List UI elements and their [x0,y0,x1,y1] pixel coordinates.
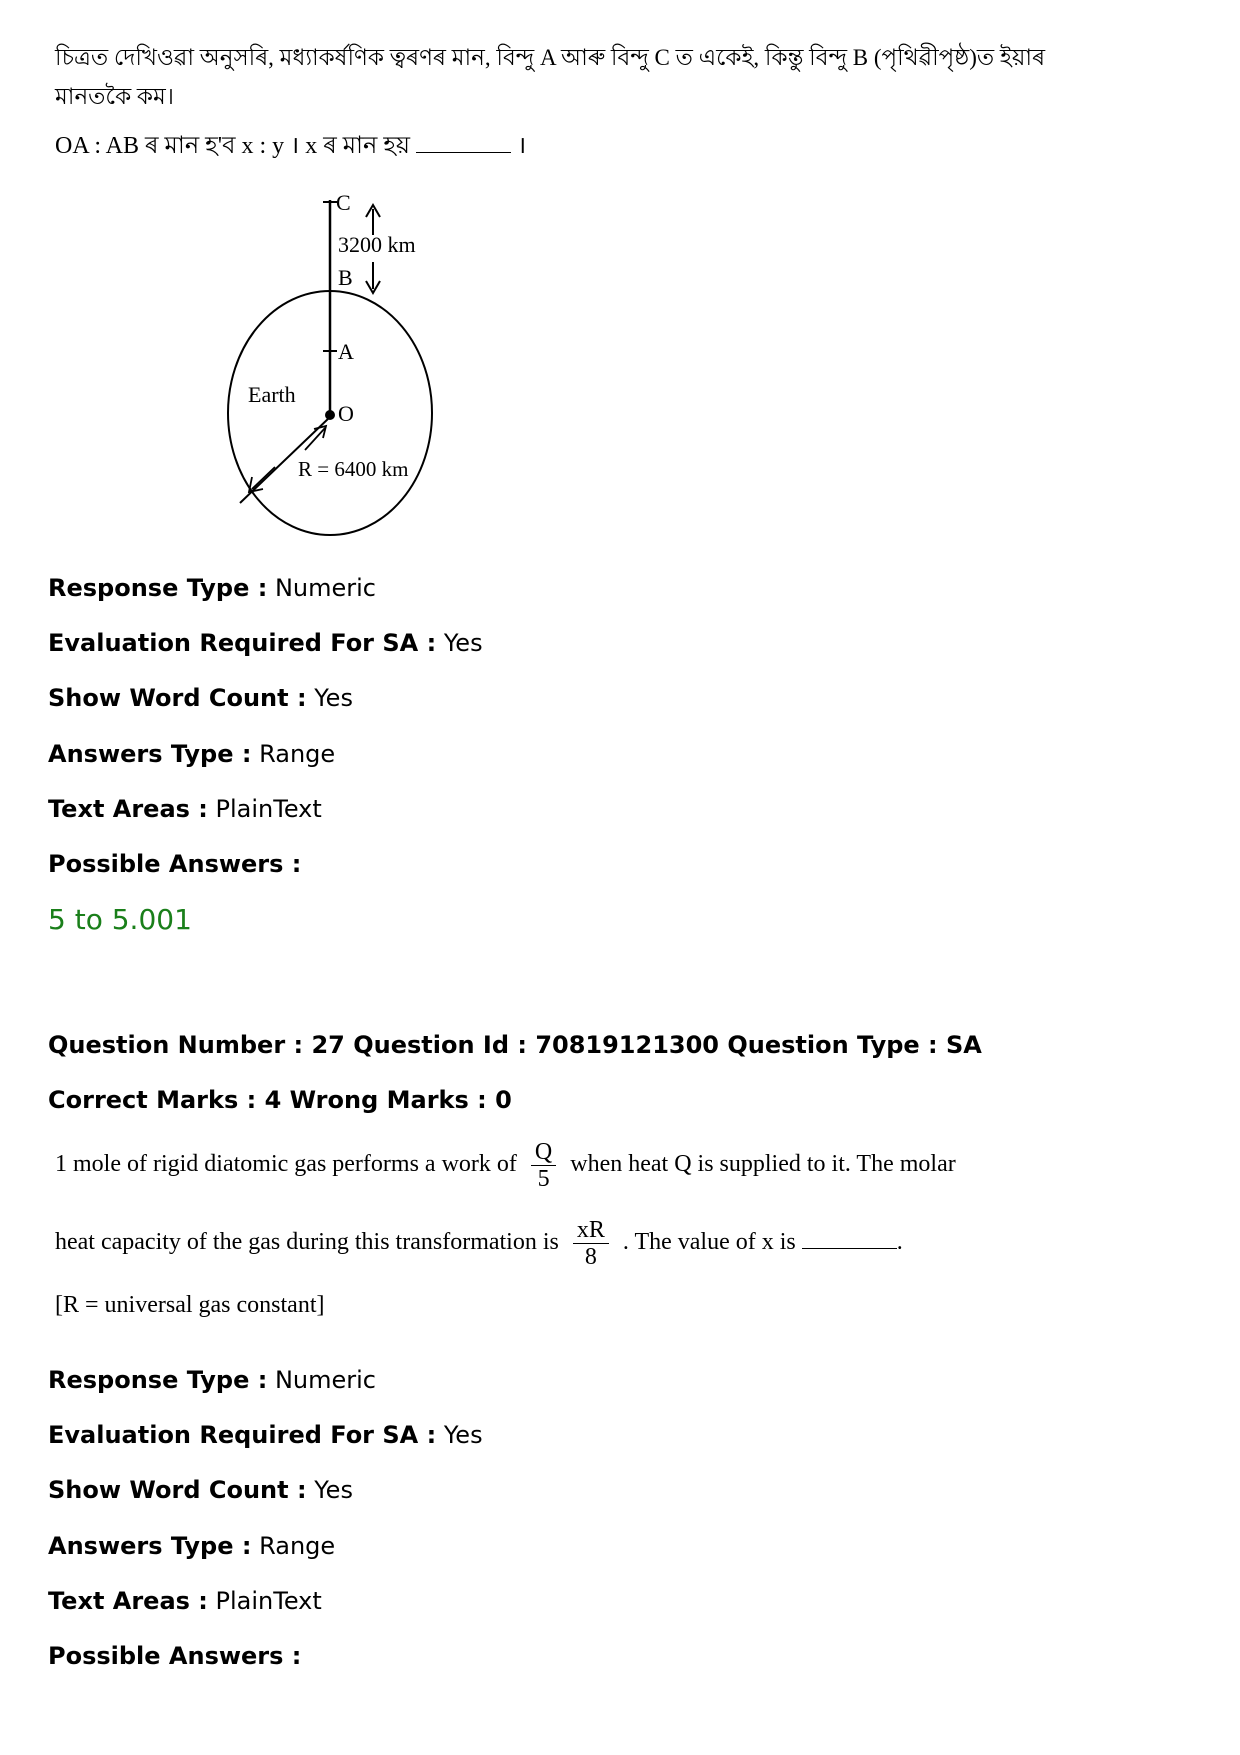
text-areas-label: Text Areas : [48,795,208,823]
earth-diagram [210,185,460,545]
q27-possible-answers [48,1641,301,1671]
evaluation-value: Yes [443,629,483,657]
label-radius: R = 6400 km [298,457,409,481]
q27-text-areas [48,1586,322,1616]
q26-text-line-2: মানতকৈ কম। [55,84,175,109]
center-point-o [325,410,335,420]
q27-marks-text: Correct Marks : 4 Wrong Marks : 0 [48,1086,512,1114]
q27-header [48,1030,982,1060]
fraction-numerator: Q [531,1139,556,1166]
label-earth: Earth [248,382,296,407]
label-b: B [338,265,353,290]
word-count-label: Show Word Count : [48,684,307,712]
evaluation-label: Evaluation Required For SA : [48,1421,437,1449]
q27-header-text: Question Number : 27 Question Id : 70819121300 Question Type : SA [48,1031,982,1059]
q27-line2-suffix: . The value of x is [622,1229,796,1255]
text-areas-label: Text Areas : [48,1587,208,1615]
fraction-denominator: 8 [584,1243,597,1270]
q27-show-word-count [48,1475,353,1505]
label-distance: 3200 km [338,232,416,257]
word-count-value: Yes [314,1476,353,1504]
q26-show-word-count [48,683,353,713]
fraction-q-over-5 [531,1139,556,1192]
q27-text-line-1 [55,1136,956,1192]
q27-evaluation-required [48,1420,483,1450]
fraction-xr-over-8 [573,1217,609,1270]
answers-type-value: Range [259,1532,336,1560]
fraction-numerator: xR [573,1217,609,1244]
q26-answers-type [48,739,335,769]
answers-type-value: Range [259,740,336,768]
answer-blank [416,134,511,153]
text-areas-value: PlainText [215,795,322,823]
q27-line2-prefix: heat capacity of the gas during this transformation is [55,1229,559,1255]
answers-type-label: Answers Type : [48,1532,252,1560]
q27-marks [48,1085,512,1115]
radius-arrow-down-line [252,467,275,489]
response-type-label: Response Type : [48,1366,268,1394]
q27-line1-prefix: 1 mole of rigid diatomic gas performs a work of [55,1151,517,1177]
q26-text-areas [48,794,322,824]
word-count-value: Yes [314,684,353,712]
fraction-denominator: 5 [537,1165,550,1192]
q27-line2-end: . [896,1229,903,1255]
q26-possible-answers [48,849,301,879]
q27-answers-type [48,1531,335,1561]
q26-possible-answer-value: 5 to 5.001 [48,903,192,936]
response-type-label: Response Type : [48,574,268,602]
q26-text-line-3-prefix: OA : AB ৰ মান হ'ব x : y । x ৰ মান হয় [55,133,411,159]
label-o: O [338,401,354,426]
q26-text-line-1: চিত্রত দেখিওৱা অনুসৰি, মধ্যাকৰ্ষণিক ত্বৰণৰ মান, বিন্দু A আৰু বিন্দু C ত একেই, কিন্তু বিন্দু B (পৃথিৱীপৃষ্ঠ)ত ইয়াৰ [55,45,1046,70]
q26-response-type [48,573,376,603]
possible-answers-label: Possible Answers : [48,850,302,878]
word-count-label: Show Word Count : [48,1476,307,1504]
q27-text-line-3: [R = universal gas constant] [55,1292,325,1318]
answers-type-label: Answers Type : [48,740,252,768]
label-a: A [338,339,354,364]
evaluation-label: Evaluation Required For SA : [48,629,437,657]
q26-text-line-3-suffix: । [517,133,527,159]
q26-evaluation-required [48,628,483,658]
response-type-value: Numeric [274,574,376,602]
label-c: C [336,190,351,215]
q27-line1-suffix: when heat Q is supplied to it. The molar [570,1151,956,1177]
q27-text-line-2 [55,1214,903,1270]
text-areas-value: PlainText [215,1587,322,1615]
q26-text-line-3 [55,131,526,161]
evaluation-value: Yes [443,1421,483,1449]
possible-answers-label: Possible Answers : [48,1642,302,1670]
q27-response-type [48,1365,376,1395]
response-type-value: Numeric [274,1366,376,1394]
answer-blank [802,1230,897,1249]
